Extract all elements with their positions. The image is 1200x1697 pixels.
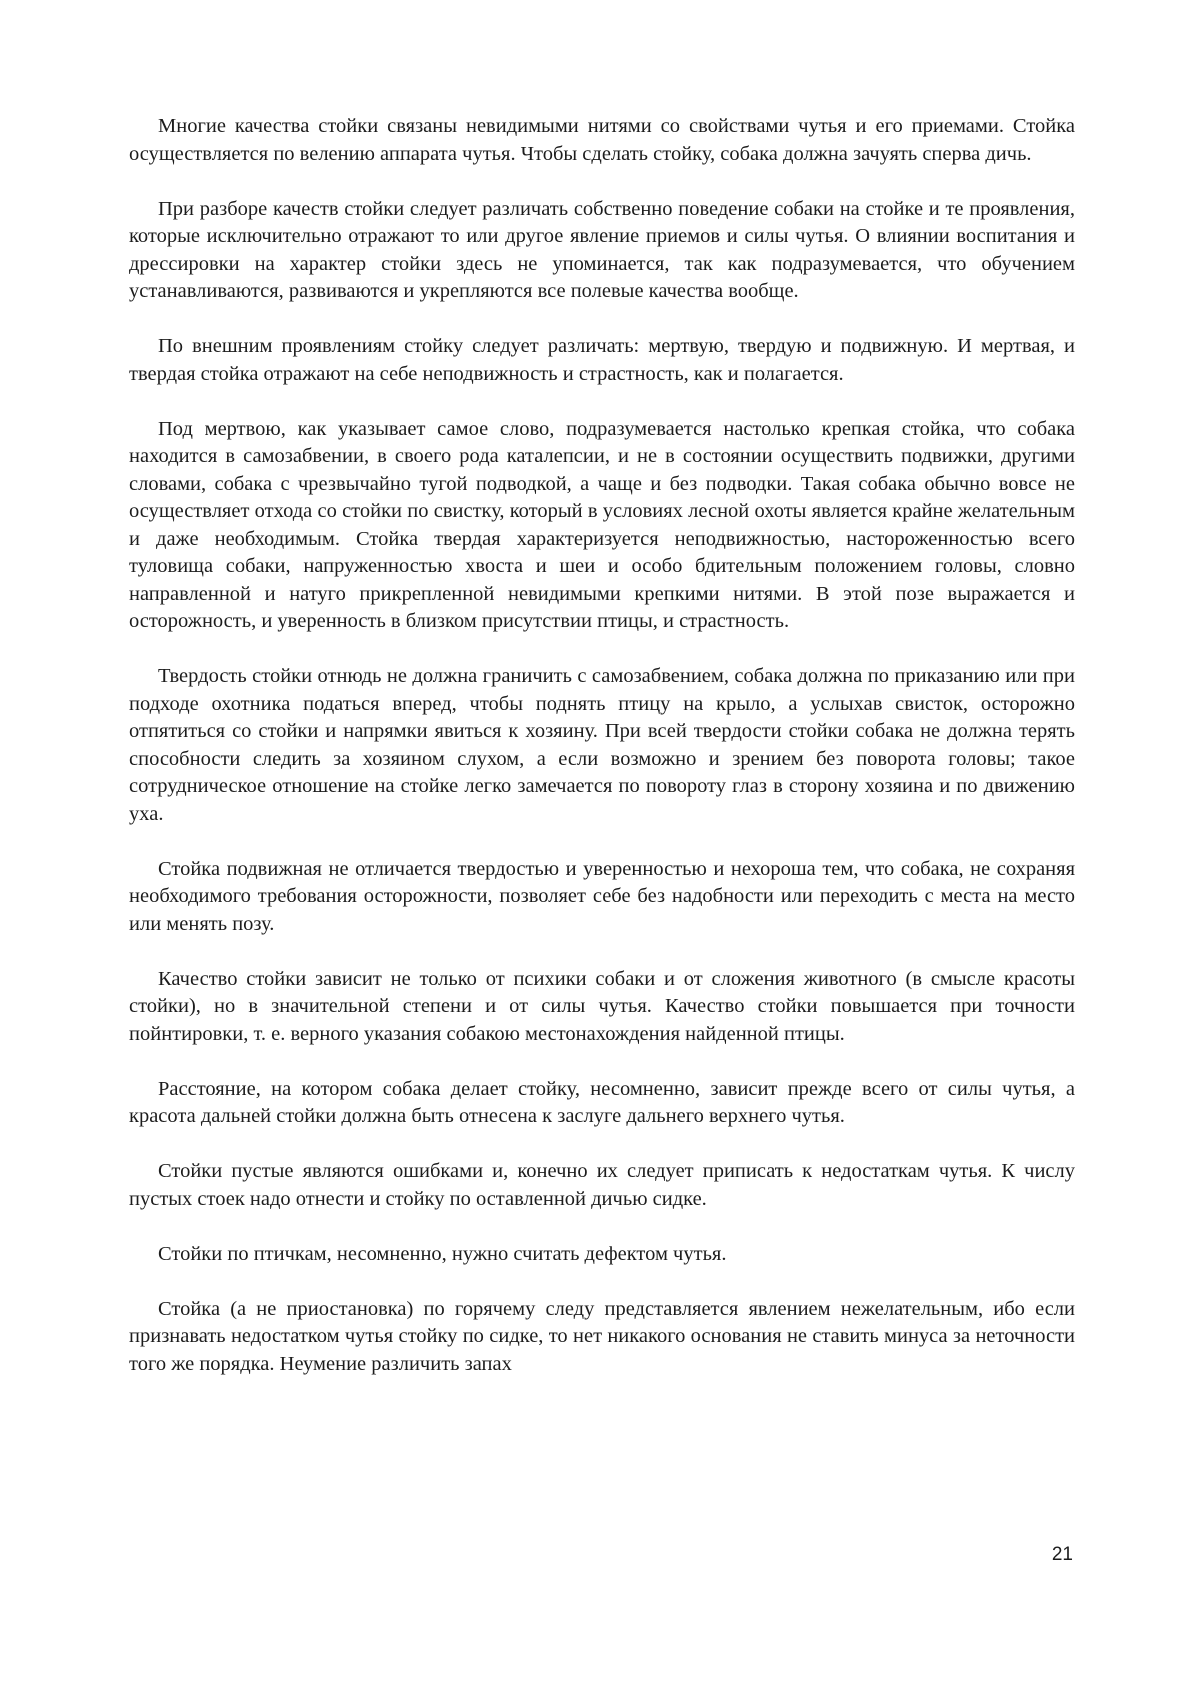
paragraph: Стойка подвижная не отличается твердостью и уверенностью и нехороша тем, что собака, не сохраняя необходимого требования осторожности, позволяет себе без надобности или переходить с места на место или менять позу. bbox=[129, 857, 1075, 935]
paragraph: Стойки по птичкам, несомненно, нужно считать дефектом чутья. bbox=[158, 1242, 727, 1265]
paragraph: Под мертвою, как указывает самое слово, подразумевается настолько крепкая стойка, что собака находится в самозабвении, в своего рода каталепсии, и не в состоянии осуществить подвижки, другими словами, собака с чрезвычайно тугой подводкой, а чаще и без подводки. Такая собака обычно вовсе не осуществляет отхода со стойки по свистку, который в условиях лесной охоты является крайне желательным и даже необходимым. Стойка твердая характеризуется неподвижностью, настороженностью всего туловища собаки, напруженностью хвоста и шеи и особо бдительным положением головы, словно направленной и натуго прикрепленной невидимыми крепкими нитями. В этой позе выражается и осторожность, и уверенность в близком присутствии птицы, и страстность. bbox=[129, 417, 1075, 632]
paragraph: Стойки пустые являются ошибками и, конечно их следует приписать к недостаткам чутья. К числу пустых стоек надо отнести и стойку по оставленной дичью сидке. bbox=[129, 1160, 1075, 1210]
page-number: 21 bbox=[1051, 1544, 1073, 1565]
paragraph: По внешним проявлениям стойку следует различать: мертвую, твердую и подвижную. И мертвая, и твердая стойка отражают на себе неподвижность и страстность, как и полагается. bbox=[129, 335, 1075, 385]
paragraph: Твердость стойки отнюдь не должна граничить с самозабвением, собака должна по приказанию или при подходе охотника податься вперед, чтобы поднять птицу на крыло, а услыхав свисток, осторожно отпятиться со стойки и напрямки явиться к хозяину. При всей твердости стойки собака не должна терять способности следить за хозяином слухом, а если возможно и зрением без поворота головы; такое сотрудническое отношение на стойке легко замечается по повороту глаз в сторону хозяина и по движению уха. bbox=[129, 665, 1075, 825]
paragraph: Расстояние, на котором собака делает стойку, несомненно, зависит прежде всего от силы чутья, а красота дальней стойки должна быть отнесена к заслуге дальнего верхнего чутья. bbox=[129, 1077, 1075, 1127]
paragraph: Стойка (а не приостановка) по горячему следу представляется явлением нежелательным, ибо если признавать недостатком чутья стойку по сидке, то нет никакого основания не ставить минуса за неточности того же порядка. Неумение различить запах bbox=[129, 1297, 1075, 1375]
paragraph: Многие качества стойки связаны невидимыми нитями со свойствами чутья и его приемами. Стойка осуществляется по велению аппарата чутья. Чтобы сделать стойку, собака должна зачуять сперва дичь. bbox=[129, 115, 1075, 165]
paragraph: При разборе качеств стойки следует различать собственно поведение собаки на стойке и те проявления, которые исключительно отражают то или другое явление приемов и силы чутья. О влиянии воспитания и дрессировки на характер стойки здесь не упоминается, так как подразумевается, что обучением устанавливаются, развиваются и укрепляются все полевые качества вообще. bbox=[129, 197, 1075, 302]
page-body bbox=[129, 113, 1075, 1406]
paragraph: Качество стойки зависит не только от психики собаки и от сложения животного (в смысле красоты стойки), но в значительной степени и от силы чутья. Качество стойки повышается при точности пойнтировки, т. е. верного указания собакою местонахождения найденной птицы. bbox=[129, 967, 1075, 1045]
